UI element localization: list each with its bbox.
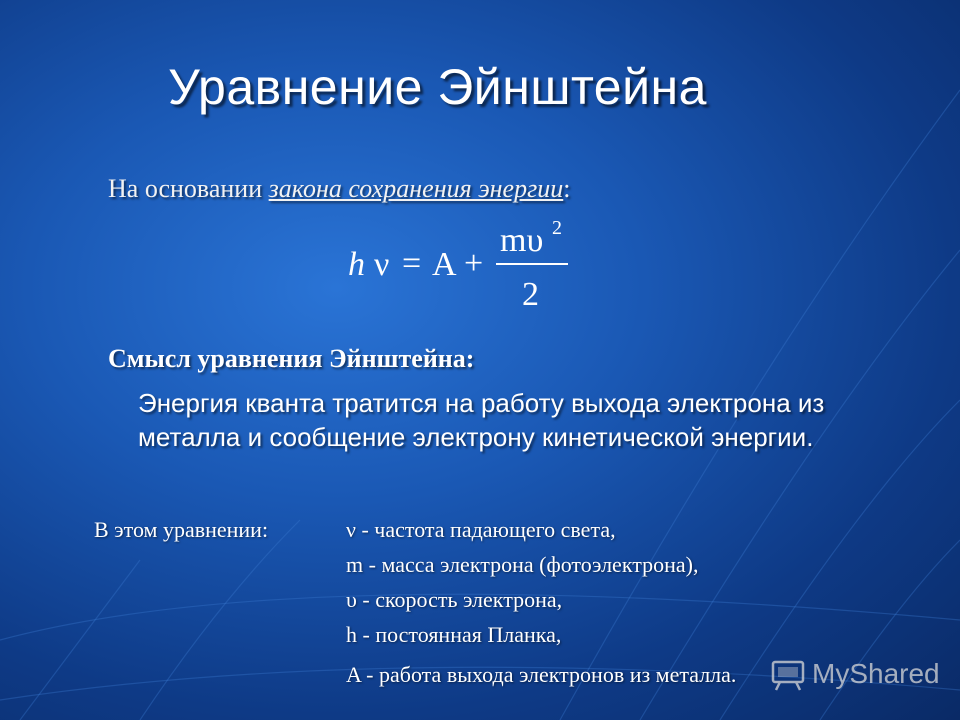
meaning-text: Энергия кванта тратится на работу выхода электрона из металла и сообщение электрону кинетической энергии. [138,388,825,452]
formula-h: h [348,246,365,283]
legend-item-v: υ - скорость электрона, [346,587,563,612]
einstein-formula [340,212,580,312]
formula-plus: + [464,245,484,282]
formula-equals: = [402,245,422,282]
formula-nu: ν [374,246,390,283]
intro-line [108,174,570,204]
formula-a: A [432,246,457,283]
formula-exponent: 2 [552,217,562,239]
formula-numerator: mυ [500,222,544,259]
projector-icon [770,658,808,692]
formula-denominator: 2 [522,276,539,313]
legend-item-m: m - масса электрона (фотоэлектрона), [346,552,699,577]
legend-label: В этом уравнении: [94,517,269,542]
conservation-law-link[interactable]: закона сохранения энергии [268,174,564,203]
watermark-text: MyShared [812,658,940,689]
meaning-heading: Смысл уравнения Эйнштейна: [108,344,475,373]
legend-item-nu: ν - частота падающего света, [346,517,616,542]
fraction-bar [496,263,568,265]
page-title: Уравнение Эйнштейна [168,59,707,115]
legend-list [346,517,736,697]
legend-item-a: A - работа выхода электронов из металла. [346,662,737,687]
legend-item-h: h - постоянная Планка, [346,622,562,647]
watermark [770,656,950,696]
intro-suffix: : [563,174,571,203]
intro-prefix: На основании [108,174,269,203]
